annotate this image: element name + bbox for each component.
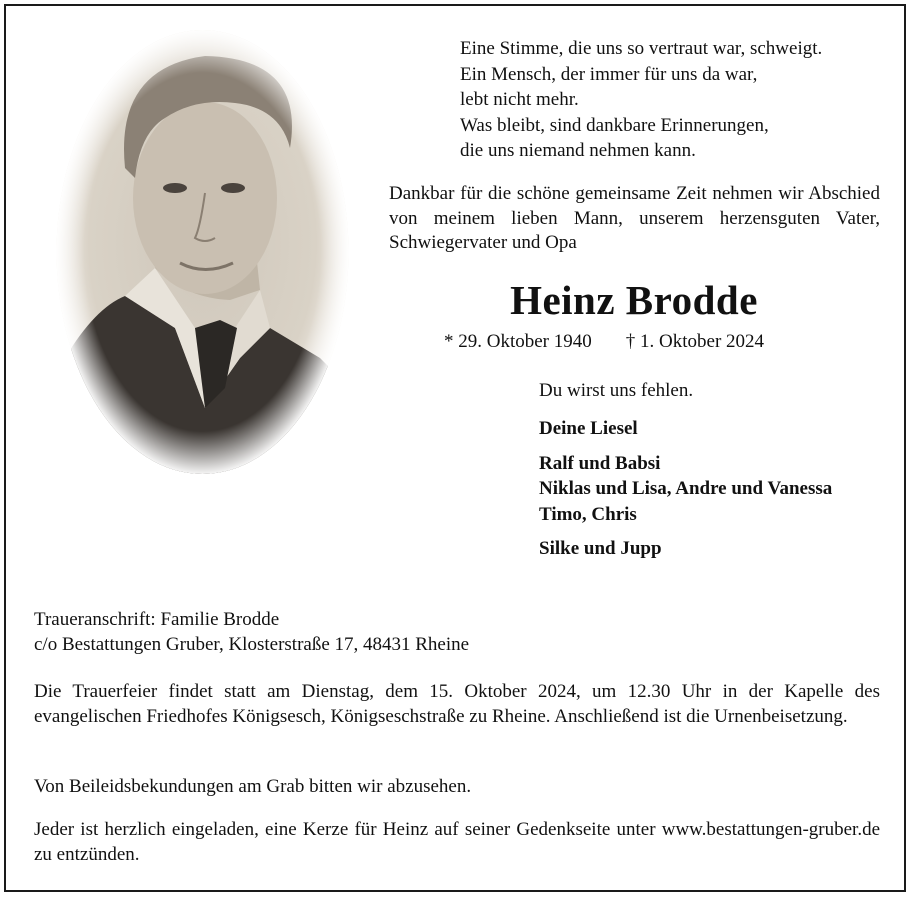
memorial-poem xyxy=(460,36,822,164)
farewell-line: Du wirst uns fehlen. xyxy=(539,380,694,401)
mourner-line: Timo, Chris xyxy=(539,503,637,525)
mourner-group xyxy=(539,451,832,528)
poem-line: Ein Mensch, der immer für uns da war, xyxy=(460,63,758,85)
intro-text: Dankbar für die schöne gemeinsame Zeit nehmen wir Abschied von meinem lieben Mann, unserem herzensguten Vater, Schwiegervater und Opa xyxy=(389,183,880,253)
ceremony-info: Die Trauerfeier findet statt am Dienstag, dem 15. Oktober 2024, um 12.30 Uhr in der Kapelle des evangelischen Friedhofes Königsesch, Königseschstraße zu Rheine. Anschließend ist die Urnenbeisetzung. xyxy=(34,681,880,727)
poem-line: Eine Stimme, die uns so vertraut war, schweigt. xyxy=(460,38,823,59)
poem-line: die uns niemand nehmen kann. xyxy=(460,140,696,161)
condolence-note: Von Beileidsbekundungen am Grab bitten wir abzusehen. xyxy=(34,776,472,797)
candle-note: Jeder ist herzlich eingeladen, eine Kerze für Heinz auf seiner Gedenkseite unter www.bestattungen-gruber.de zu entzünden. xyxy=(34,819,880,865)
portrait-photo xyxy=(55,28,350,476)
deceased-name: Heinz Brodde xyxy=(510,277,758,323)
birth-date: * 29. Oktober 1940 xyxy=(444,331,592,352)
mourners-list xyxy=(539,416,832,571)
address-line: Traueranschrift: Familie Brodde xyxy=(34,609,280,630)
death-date: † 1. Oktober 2024 xyxy=(625,331,765,352)
mourner-group xyxy=(539,416,832,442)
mourner-line: Niklas und Lisa, Andre und Vanessa xyxy=(539,478,833,499)
mourner-group xyxy=(539,536,832,562)
mourner-line: Deine Liesel xyxy=(539,418,638,439)
poem-line: lebt nicht mehr. xyxy=(460,89,579,110)
mourner-line: Silke und Jupp xyxy=(539,538,662,559)
poem-line: Was bleibt, sind dankbare Erinnerungen, xyxy=(460,114,769,136)
address-line: c/o Bestattungen Gruber, Klosterstraße 17, 48431 Rheine xyxy=(34,633,470,655)
mourner-line: Ralf und Babsi xyxy=(539,452,661,474)
mourning-address xyxy=(34,608,880,657)
life-dates xyxy=(444,331,764,353)
